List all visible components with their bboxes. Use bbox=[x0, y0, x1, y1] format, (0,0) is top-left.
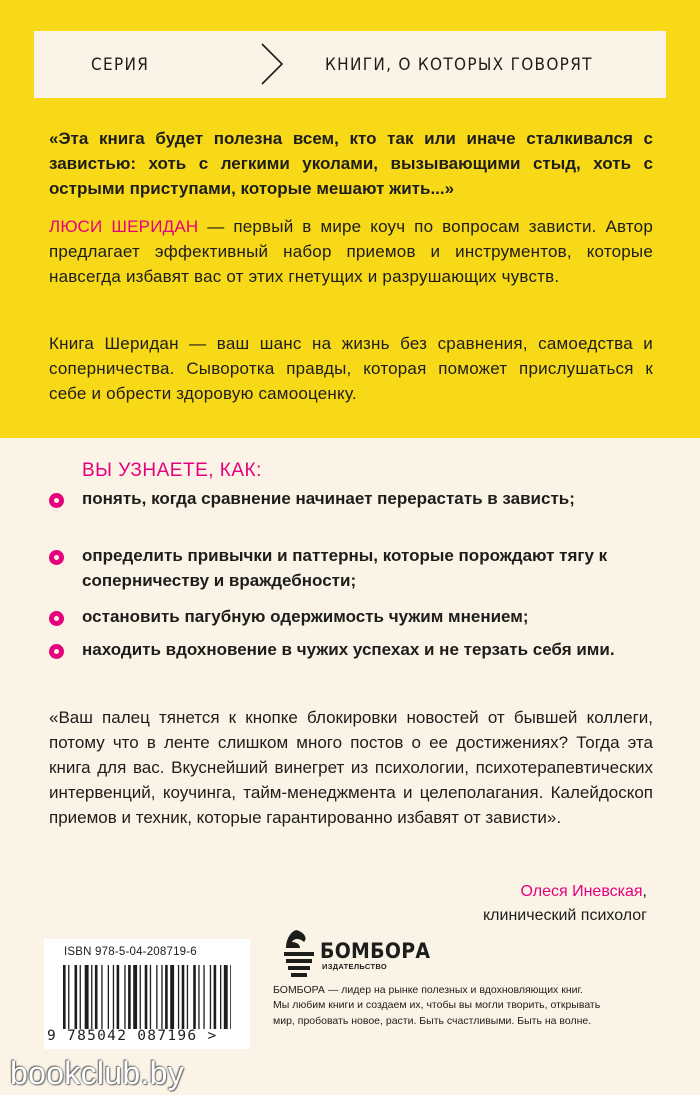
barcode-bars bbox=[63, 965, 231, 1029]
list-item-text: находить вдохновение в чужих успехах и не терзать себя ими. bbox=[82, 640, 615, 659]
publisher-description: БОМБОРА — лидер на рынке полезных и вдохновляющих книг. Мы любим книги и создаем их, чтобы вы могли творить, открывать мир, пробовать новое, расти. Быть счастливыми. Быть на волне. bbox=[273, 984, 601, 1027]
chevron-right-icon bbox=[256, 41, 286, 87]
review-author-name: Олеся Иневская bbox=[520, 883, 643, 900]
book-description: — ваш шанс на жизнь без сравнения, самоедства и соперничества. Сыворотка правды, которая поможет прислушаться к себе и обрести здоровую самооценку. bbox=[49, 334, 654, 403]
watermark: bookclub.by bbox=[10, 1055, 185, 1091]
isbn-text: ISBN 978-5-04-208719-6 bbox=[64, 946, 197, 958]
top-quote: «Эта книга будет полезна всем, кто так или иначе сталкивался с завистью: хоть с легкими уколами, вызывающими стыд, хоть с острыми приступами, которые мешают жить...» bbox=[49, 129, 653, 198]
barcode-digits: 9 785042 087196 > bbox=[47, 1028, 218, 1044]
publisher-sub: ИЗДАТЕЛЬСТВО bbox=[322, 962, 387, 971]
review-author bbox=[483, 880, 647, 928]
bullet-dot-icon bbox=[49, 611, 64, 626]
series-banner bbox=[34, 31, 666, 98]
book-name: Книга Шеридан bbox=[49, 334, 179, 353]
list-item-text: определить привычки и паттерны, которые порождают тягу к соперничеству и враждебности; bbox=[82, 546, 608, 590]
publisher-logo bbox=[282, 928, 442, 978]
bullet-dot-icon bbox=[49, 644, 64, 659]
review-author-title: клинический психолог bbox=[483, 907, 647, 924]
review-author-comma: , bbox=[642, 883, 647, 900]
author-paragraph bbox=[49, 214, 653, 289]
review-quote: «Ваш палец тянется к кнопке блокировки новостей от бывшей коллеги, потому что в ленте слишком много постов о ее достижениях? Тогда эта книга для вас. Вкуснейший винегрет из психологии, психотерапевтических интервенций, коучинга, тайм-менеджмента и целеполагания. Калейдоскоп приемов и техник, которые гарантированно избавят от зависти». bbox=[49, 708, 653, 827]
author-name: ЛЮСИ ШЕРИДАН bbox=[49, 217, 199, 236]
series-label: СЕРИЯ bbox=[91, 54, 150, 75]
learn-heading: ВЫ УЗНАЕТЕ, КАК: bbox=[82, 460, 262, 481]
author-description: — первый в мире коуч по вопросам зависти. Автор предлагает эффективный набор приемов и инструментов, которые навсегда избавят вас от этих гнетущих и разрушающих чувств. bbox=[49, 217, 653, 286]
bullet-dot-icon bbox=[49, 550, 64, 565]
publisher-brand: БОМБОРА bbox=[320, 939, 431, 963]
book-paragraph bbox=[49, 331, 653, 406]
bullet-dot-icon bbox=[49, 493, 64, 508]
list-item-text: остановить пагубную одержимость чужим мнением; bbox=[82, 607, 529, 626]
bombora-wave-icon bbox=[282, 928, 318, 978]
series-name: КНИГИ, О КОТОРЫХ ГОВОРЯТ bbox=[325, 54, 593, 75]
list-item-text: понять, когда сравнение начинает перерастать в зависть; bbox=[82, 489, 575, 508]
barcode-block bbox=[44, 939, 250, 1049]
